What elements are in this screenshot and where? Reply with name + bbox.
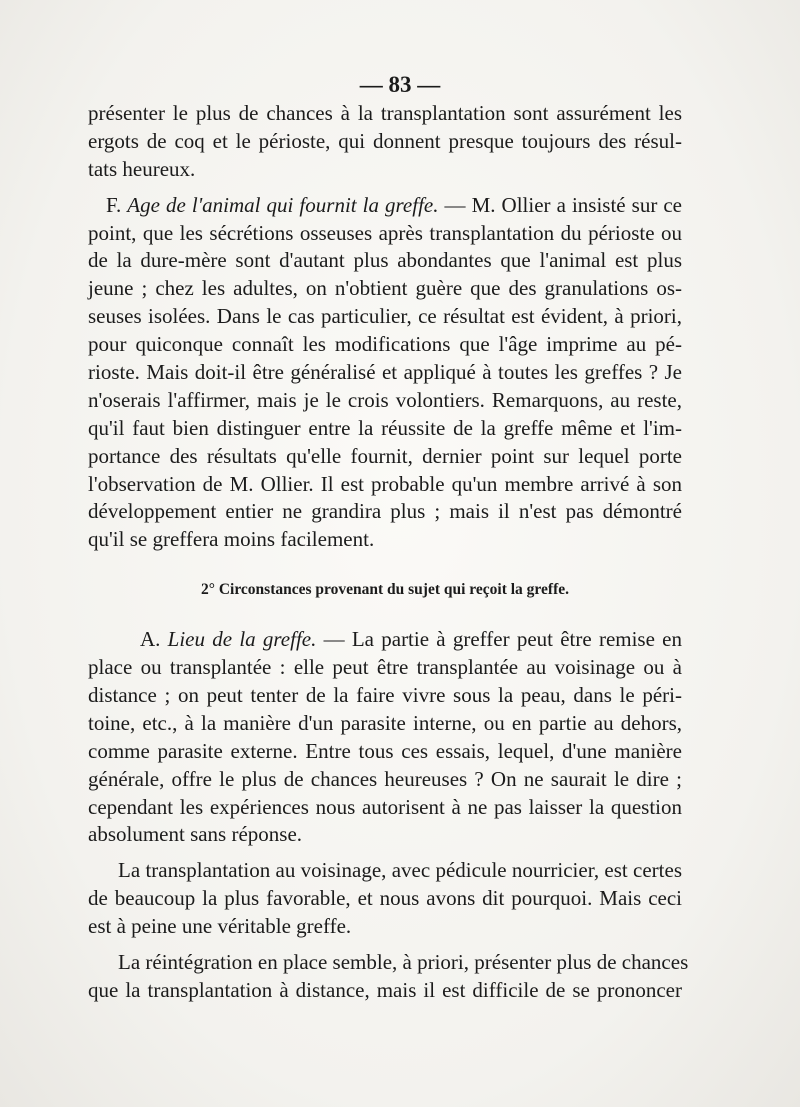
text-line: l'observation de M. Ollier. Il est probable qu'un membre arrivé à son bbox=[88, 471, 682, 496]
text-line: présenter le plus de chances à la transplantation sont assurément les bbox=[88, 101, 682, 125]
text-line: est à peine une véritable greffe. bbox=[88, 914, 352, 939]
text-line: place ou transplantée : elle peut être transplantée au voisinage ou à bbox=[88, 655, 682, 680]
text-line: n'oserais l'affirmer, mais je le crois volontiers. Remarquons, au reste, bbox=[88, 387, 682, 412]
text-line: rioste. Mais doit-il être généralisé et appliqué à toutes les greffes ? Je bbox=[88, 360, 682, 385]
text-line: qu'il faut bien distinguer entre la réussite de la greffe même et l'im- bbox=[88, 415, 682, 440]
text-line: qu'il se greffera moins facilement. bbox=[88, 527, 375, 552]
text-line: pour quiconque connaît les modifications que l'âge imprime au pé- bbox=[88, 332, 682, 357]
text-line: développement entier ne grandira plus ; mais il n'est pas démontré bbox=[88, 499, 682, 524]
paragraph-title: Age de l'animal qui fournit la greffe. bbox=[127, 192, 439, 217]
text-line: comme parasite externe. Entre tous ces essais, lequel, d'une manière bbox=[88, 738, 682, 763]
text-line: générale, offre le plus de chances heureuses ? On ne saurait le dire ; bbox=[88, 766, 682, 791]
section-letter: F. bbox=[106, 192, 122, 217]
text-line: portance des résultats qu'elle fournit, dernier point sur lequel porte bbox=[88, 443, 682, 468]
text-line: de beaucoup la plus favorable, et nous avons dit pourquoi. Mais ceci bbox=[88, 886, 682, 911]
text-line: cependant les expériences nous autorisent à ne pas laisser la question bbox=[88, 794, 682, 819]
body-text bbox=[88, 100, 689, 1005]
paragraph-continuation bbox=[88, 100, 682, 184]
text-line: jeune ; chez les adultes, on n'obtient guère que des granulations os- bbox=[88, 276, 682, 301]
text-line: de la dure-mère sont d'autant plus abondantes que l'animal est plus bbox=[88, 248, 682, 273]
paragraph-a bbox=[88, 626, 682, 849]
section-heading: 2° Circonstances provenant du sujet qui reçoit la greffe. bbox=[201, 581, 569, 599]
text-line: absolument sans réponse. bbox=[88, 822, 303, 847]
text-line: seuses isolées. Dans le cas particulier, ce résultat est évident, à priori, bbox=[88, 304, 682, 329]
paragraph-heading-line bbox=[88, 626, 682, 654]
paragraph-reintegration bbox=[88, 949, 689, 1005]
text-line: distance ; on peut tenter de la faire vivre sous la peau, dans le péri- bbox=[88, 683, 682, 708]
paragraph-heading-line bbox=[88, 192, 682, 220]
text-line: que la transplantation à distance, mais il est difficile de se prononcer bbox=[88, 977, 682, 1002]
paragraph-title-rest: — M. Ollier a insisté sur ce bbox=[438, 192, 683, 217]
section-letter: A. bbox=[140, 627, 161, 652]
text-line: toine, etc., à la manière d'un parasite interne, ou en partie au dehors, bbox=[88, 710, 682, 735]
text-line: point, que les sécrétions osseuses après transplantation du périoste ou bbox=[88, 220, 682, 245]
text-line: ergots de coq et le périoste, qui donnent presque toujours des résul- bbox=[88, 128, 682, 153]
paragraph-title-rest: — La partie à greffer peut être remise en bbox=[316, 627, 682, 652]
text-line: La réintégration en place semble, à priori, présenter plus de chances bbox=[118, 950, 689, 975]
paragraph-voisinage bbox=[88, 857, 682, 941]
paragraph-f bbox=[88, 192, 682, 555]
text-line: La transplantation au voisinage, avec pédicule nourricier, est certes bbox=[118, 858, 682, 883]
paragraph-title: Lieu de la greffe. bbox=[167, 627, 317, 652]
text-line: tats heureux. bbox=[88, 156, 196, 181]
page-number: — 83 — bbox=[359, 72, 441, 97]
